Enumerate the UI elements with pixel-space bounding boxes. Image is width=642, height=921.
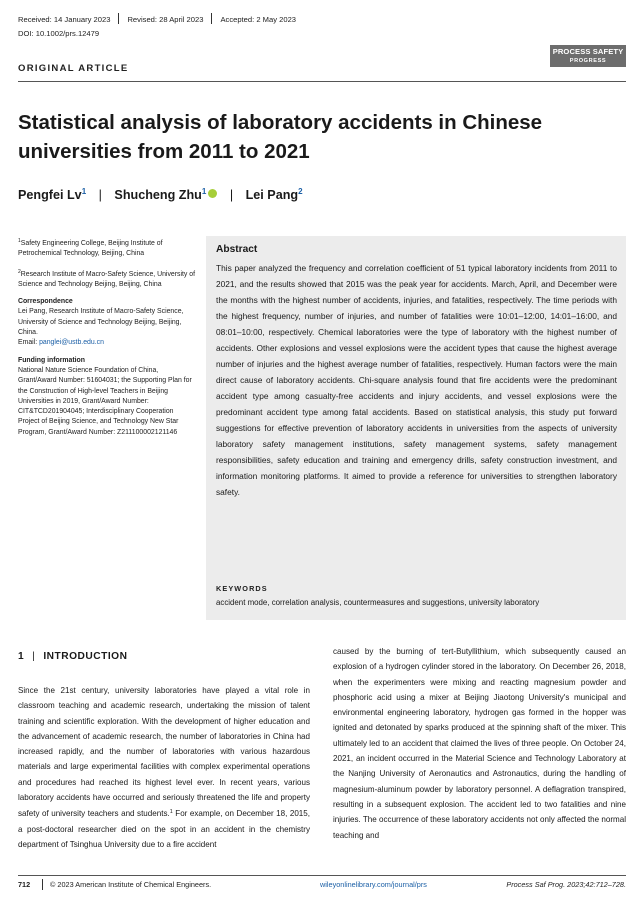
- divider: [118, 13, 119, 24]
- article-dates: [18, 13, 296, 24]
- received-date: Received: 14 January 2023: [18, 15, 111, 24]
- journal-citation: Process Saf Prog. 2023;42:712–728.: [506, 880, 626, 889]
- divider: [211, 13, 212, 24]
- author-affiliation-ref[interactable]: 2: [298, 187, 303, 196]
- section-separator: |: [32, 651, 36, 662]
- section-heading: [18, 651, 127, 662]
- author-separator: |: [229, 188, 234, 202]
- funding-text: National Nature Science Foundation of China, Grant/Award Number: 51604031; the Supporting Plan for the Construction of High-level Teachers in Beijing Universities in 2019, Grant/Award Number: CIT&TCD201904045; Interdisciplinary Cooperation Project of Beijing Science, and Technology New Star Program, Grant/Award Number: Z211100002121146: [18, 366, 192, 436]
- journal-site-link[interactable]: wileyonlinelibrary.com/journal/prs: [320, 880, 427, 889]
- orcid-icon[interactable]: [208, 189, 217, 198]
- author-name[interactable]: Pengfei Lv: [18, 188, 82, 202]
- correspondence-text: Lei Pang, Research Institute of Macro-Safety Science, University of Science and Technology Beijing, Beijing, China. Email: panglei@ustb.edu.cn: [18, 308, 184, 347]
- body-text-left: Since the 21st century, university laboratories have played a vital role in classroom teaching and academic research, undertaking the mission of talent training and scientific exploration. With the development of higher education and the advancement of academic research, the number of laboratories in China had increased rapidly, and the number of laboratories with various hazardous materials and large experimental facilities with complex experimental operations and procedures had reached its highest level ever. In recent years, various laboratory accidents have occurred and seriously threatened the life and property safety of university teachers and students.$^1$ For example, on December 18, 2015, a post-doctoral researcher died on the spot in an accident in the chemistry department of Tsinghua University due to a fire accident: [18, 686, 310, 849]
- correspondence-title: Correspondence: [18, 298, 73, 306]
- keywords-text: accident mode, correlation analysis, countermeasures and suggestions, university laboratory: [216, 598, 540, 607]
- funding-title: Funding information: [18, 356, 85, 364]
- abstract-title: Abstract: [216, 244, 258, 255]
- author-affiliation-ref[interactable]: 1: [81, 187, 87, 196]
- divider: [18, 81, 626, 82]
- article-title: Statistical analysis of laboratory accidents in Chinese universities from 2011 to 2021: [18, 111, 543, 163]
- journal-logo-line1: PROCESS SAFETY: [552, 47, 624, 56]
- copyright: © 2023 American Institute of Chemical Engineers.: [50, 880, 212, 889]
- page-number: 712: [18, 880, 31, 889]
- author-name[interactable]: Shucheng Zhu: [114, 188, 202, 202]
- section-title: INTRODUCTION: [43, 651, 128, 662]
- page-footer: [18, 880, 626, 892]
- revised-date: Revised: 28 April 2023: [127, 15, 204, 24]
- abstract-text: This paper analyzed the frequency and correlation coefficient of 51 typical laboratory incidents from 2011 to 2021, and the results showed that 2015 was the peak year for accidents. March, April, and December were the months with the highest number of accidents, injuries, and fatalities, respectively. The time periods with the highest frequency, number of injuries, and number of fatalities were 10:01–12:00, 14:01–16:00, and 08:01–10:00, respectively. Chemical laboratories were the type of laboratory with the highest number of accidents. Other explosions and vessel explosions were the accident types that cause the highest average number of injuries and the highest average number of fatalities, respectively. Human factors were the main direct cause of laboratory accidents. Chi-square analysis found that fire accidents were the predominant accident type among casualty-free accidents and injury accidents, and vessel explosions were the predominant accident type among fatal accidents. Based on statistical analysis, this study put forward suggestions for effective prevention of laboratory accidents in universities from the aspects of university laboratory safety management institutions, safety management systems, safety management responsibilities, safety education and training and emergency drills, safety construction investment, and information monitoring platforms. It aimed to provide a reference for universities to strengthen laboratory safety.: [216, 263, 617, 497]
- affiliation: $^1$Safety Engineering College, Beijing Institute of Petrochemical Technology, Beijing, China: [18, 238, 163, 258]
- affiliation: $^2$Research Institute of Macro-Safety Science, University of Science and Technology Beijing, Beijing, China: [18, 268, 196, 288]
- article-info-column: [18, 236, 196, 445]
- citation-link[interactable]: 1: [169, 809, 173, 816]
- keywords-title: KEYWORDS: [216, 584, 268, 593]
- abstract-box: [206, 236, 626, 620]
- author-separator: |: [98, 188, 102, 202]
- body-text-right: caused by the burning of tert-Butyllithium, which subsequently caused an explosion of a hydrogen cylinder stored in the laboratory. On December 26, 2018, when the experimenters were mixing and reacting magnesium powder and phosphoric acid using a mixer at Beijing Jiaotong University's municipal and environmental engineering laboratory, hydrogen gas formed in the hopper was ignited and detonated by sparks produced at the spinning shaft of the mixer. This ultimately led to an accident that claimed the lives of three people. On October 24, 2021, an incident occurred in the Material Science and Technology Laboratory at the Nanjing University of Aeronautics and Astronautics, during the handling of magnesium-aluminum powder by laboratory personnel. A deflagration transpired, resulting in a subsequent explosion. The accident led to two fatalities and nine injuries. The occurrence of these laboratory accidents not only affected the normal teaching and: [333, 647, 626, 840]
- author-name[interactable]: Lei Pang: [245, 188, 299, 202]
- divider: [18, 875, 626, 876]
- journal-logo: [550, 45, 626, 67]
- divider: [42, 879, 43, 890]
- article-type: ORIGINAL ARTICLE: [18, 63, 129, 74]
- doi[interactable]: DOI: 10.1002/prs.12479: [18, 29, 100, 38]
- accepted-date: Accepted: 2 May 2023: [220, 15, 297, 24]
- section-number: 1: [18, 651, 25, 662]
- email-link[interactable]: panglei@ustb.edu.cn: [39, 339, 104, 347]
- journal-logo-line2: PROGRESS: [569, 57, 607, 64]
- author-list: [18, 187, 303, 202]
- author-affiliation-ref[interactable]: 1: [201, 187, 207, 196]
